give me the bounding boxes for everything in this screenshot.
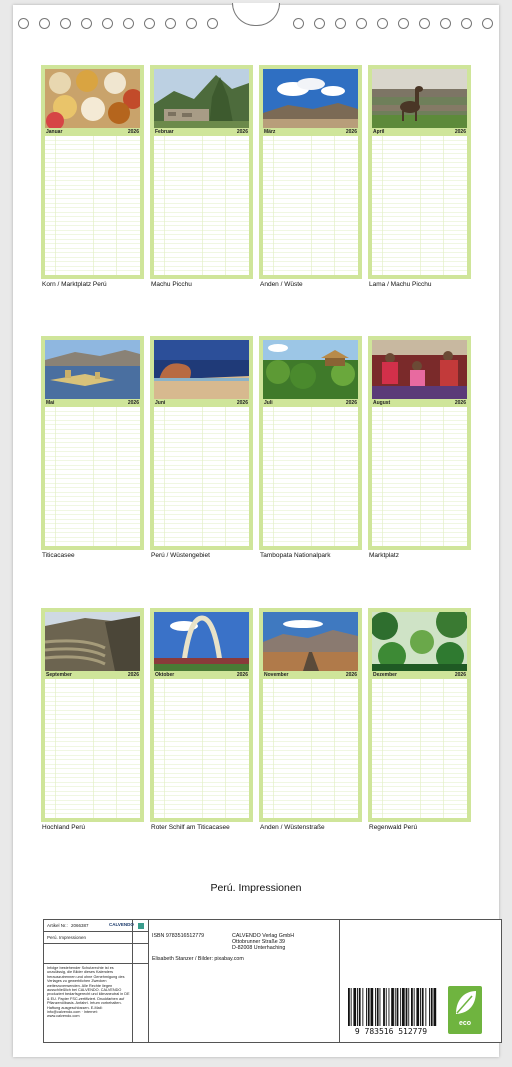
binding-ring	[335, 18, 346, 29]
binding-ring	[186, 18, 197, 29]
month-name: Oktober	[155, 672, 175, 678]
month-header	[45, 128, 140, 136]
month-name: Mai	[46, 400, 55, 406]
month-header	[372, 399, 467, 407]
day-grid	[263, 136, 358, 275]
month-year: 2026	[127, 129, 139, 135]
binding-ring	[123, 18, 134, 29]
month-year: 2026	[236, 400, 248, 406]
month-header	[263, 128, 358, 136]
day-grid	[45, 136, 140, 275]
binding-ring	[39, 18, 50, 29]
month-panel	[259, 65, 362, 279]
month-panel	[150, 608, 253, 822]
month-photo	[263, 69, 358, 128]
month-photo	[372, 612, 467, 671]
month-caption: Anden / Wüstenstraße	[260, 824, 325, 831]
binding-ring	[377, 18, 388, 29]
month-panel	[259, 608, 362, 822]
legal-text: Infolge bestehender Schutzrechte ist es unzulässig, die Bilder dieses Kalenders herauszutrennen und ohne Genehmigung des Verlages zu gewerblichen Zwecken weiterzuverwenden. Alle Rechte liegen ausschließlich bei CALVENDO. CALVENDO produziert bedarfsgerecht und klimaneutral in DE & EU. Papier FSC-zertifiziert. Druckfarben auf Pflanzenölbasis. Anfahrt. Irrtum vorbehalten. Haftung ausgeschlossen. E-Mail: info@calvendo.com · Internet: www.calvendo.com	[47, 966, 130, 1019]
month-name: September	[46, 672, 72, 678]
month-panel	[41, 608, 144, 822]
month-header	[372, 671, 467, 679]
binding-ring	[356, 18, 367, 29]
month-caption: Machu Picchu	[151, 281, 192, 288]
month-caption: Hochland Perú	[42, 824, 85, 831]
binding-ring	[102, 18, 113, 29]
month-photo	[45, 340, 140, 399]
month-panel	[368, 65, 471, 279]
month-year: 2026	[236, 672, 248, 678]
month-panel	[41, 65, 144, 279]
month-header	[263, 671, 358, 679]
month-name: Juli	[264, 400, 273, 406]
short-title: Perú. Impressionen	[47, 935, 87, 940]
binding-ring	[60, 18, 71, 29]
month-header	[45, 671, 140, 679]
month-year: 2026	[454, 672, 466, 678]
calendar-title: Perú. Impressionen	[210, 882, 302, 894]
month-photo	[154, 612, 249, 671]
month-header	[154, 128, 249, 136]
month-photo	[263, 340, 358, 399]
article-label: Artikel Nr.:	[47, 923, 68, 928]
binding-ring	[461, 18, 472, 29]
month-header	[372, 128, 467, 136]
month-panel	[368, 336, 471, 550]
eco-label	[448, 986, 482, 1034]
month-name: Februar	[155, 129, 174, 135]
binding-ring	[440, 18, 451, 29]
month-caption: Lama / Machu Picchu	[369, 281, 432, 288]
month-year: 2026	[345, 129, 357, 135]
month-year: 2026	[345, 400, 357, 406]
month-photo	[45, 612, 140, 671]
month-name: August	[373, 400, 391, 406]
image-credits: Elisabeth Stanzer / Bilder: pixabay.com	[152, 956, 244, 962]
binding-ring	[314, 18, 325, 29]
day-grid	[372, 679, 467, 818]
binding-ring	[144, 18, 155, 29]
month-year: 2026	[454, 400, 466, 406]
month-year: 2026	[127, 672, 139, 678]
month-header	[154, 399, 249, 407]
barcode	[344, 986, 438, 1038]
month-name: Juni	[155, 400, 166, 406]
month-caption: Marktplatz	[369, 552, 399, 559]
binding-ring	[482, 18, 493, 29]
month-name: März	[264, 129, 276, 135]
month-caption: Tambopata Nationalpark	[260, 552, 331, 559]
day-grid	[372, 407, 467, 546]
month-panel	[259, 336, 362, 550]
month-photo	[45, 69, 140, 128]
logo-mark-icon	[138, 923, 144, 929]
binding-ring	[81, 18, 92, 29]
month-caption: Titicacasee	[42, 552, 75, 559]
month-panel	[150, 65, 253, 279]
binding-ring	[419, 18, 430, 29]
day-grid	[263, 407, 358, 546]
month-caption: Perú / Wüstengebiet	[151, 552, 210, 559]
month-panel	[150, 336, 253, 550]
binding-ring	[207, 18, 218, 29]
month-photo	[154, 340, 249, 399]
month-year: 2026	[454, 129, 466, 135]
month-panel	[41, 336, 144, 550]
month-name: November	[264, 672, 289, 678]
day-grid	[45, 679, 140, 818]
calendar-sheet	[13, 5, 499, 1057]
isbn: ISBN 9783516512779	[152, 933, 205, 939]
month-header	[45, 399, 140, 407]
publisher-line-3: D-82008 Unterhaching	[232, 945, 286, 951]
month-caption: Korn / Marktplatz Perú	[42, 281, 107, 288]
leaf-icon	[448, 986, 482, 1020]
month-photo	[372, 340, 467, 399]
article-number: 2066387	[71, 923, 89, 928]
barcode-digits: 9 783516 512779	[354, 1027, 428, 1036]
month-name: Januar	[46, 129, 63, 135]
month-photo	[263, 612, 358, 671]
binding-ring	[293, 18, 304, 29]
month-caption: Roter Schilf am Titicacasee	[151, 824, 230, 831]
month-photo	[372, 69, 467, 128]
binding-ring	[398, 18, 409, 29]
binding-ring	[165, 18, 176, 29]
publisher-line-1: CALVENDO Verlag GmbH	[232, 933, 295, 939]
imprint-box	[43, 919, 502, 1043]
calvendo-logo: CALVENDO	[109, 922, 134, 927]
publisher-line-2: Ottobrunner Straße 39	[232, 939, 285, 945]
month-year: 2026	[127, 400, 139, 406]
day-grid	[45, 407, 140, 546]
day-grid	[154, 407, 249, 546]
day-grid	[372, 136, 467, 275]
month-photo	[154, 69, 249, 128]
month-caption: Regenwald Perú	[369, 824, 418, 831]
month-year: 2026	[345, 672, 357, 678]
month-name: Dezember	[373, 672, 397, 678]
month-caption: Anden / Wüste	[260, 281, 303, 288]
month-header	[154, 671, 249, 679]
day-grid	[154, 679, 249, 818]
day-grid	[154, 136, 249, 275]
month-year: 2026	[236, 129, 248, 135]
binding-ring	[18, 18, 29, 29]
month-header	[263, 399, 358, 407]
eco-text: eco	[458, 1020, 472, 1027]
month-name: April	[373, 129, 385, 135]
month-panel	[368, 608, 471, 822]
day-grid	[263, 679, 358, 818]
